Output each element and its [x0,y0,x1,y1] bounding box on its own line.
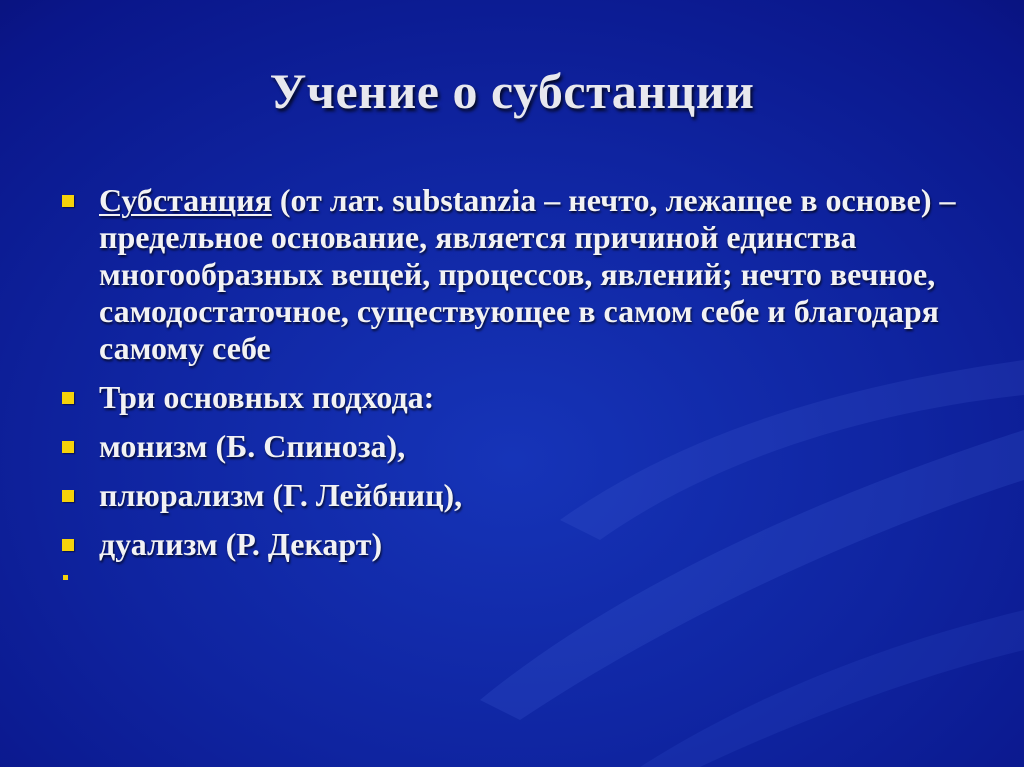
bullet-icon [62,441,74,453]
empty-list-item [58,575,978,595]
bullet-icon [63,575,68,580]
bullet-icon [62,539,74,551]
list-item-text: плюрализм (Г. Лейбниц), [99,477,463,513]
list-item [58,379,978,416]
term-substance: Субстанция [99,182,272,218]
bullet-icon [62,490,74,502]
bullet-icon [62,392,74,404]
list-item [58,526,978,563]
list-item [58,477,978,514]
definition-text: (от лат. substanzia – нечто, лежащее в основе) – предельное основание, является причиной единства многообразных вещей, процессов, явлений; нечто вечное, самодостаточное, существующее в самом себе и благодаря самому себе [99,182,956,366]
bullet-list [58,182,978,595]
list-item-text: дуализм (Р. Декарт) [99,526,383,562]
list-item-text: Три основных подхода: [99,379,435,415]
slide-title: Учение о субстанции [269,63,755,119]
list-item [58,428,978,465]
list-item-text: монизм (Б. Спиноза), [99,428,406,464]
bullet-icon [62,195,74,207]
list-item [58,182,978,367]
